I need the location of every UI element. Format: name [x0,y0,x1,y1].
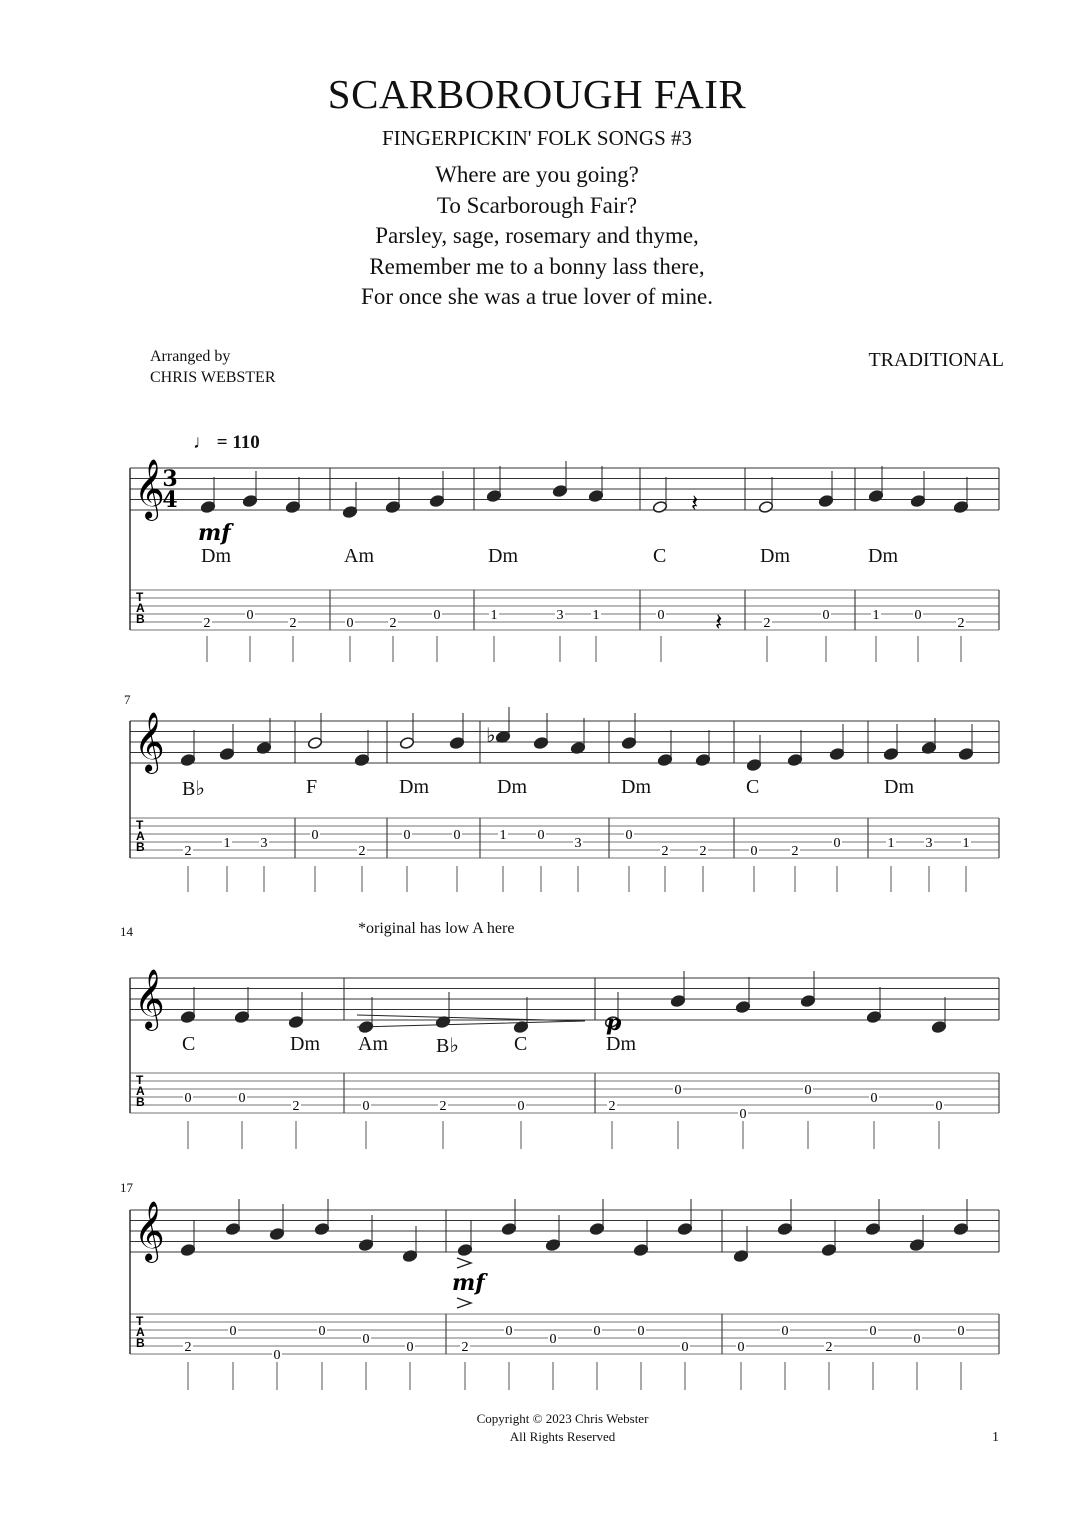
chord-symbol: Dm [488,545,518,567]
tab-fret-number: 2 [203,616,211,631]
note-head [883,747,898,760]
measure-number: 17 [120,1180,133,1195]
note-head [621,736,636,749]
verse-line: To Scarborough Fair? [436,192,638,218]
note-head [314,1222,329,1235]
tab-fret-number: 0 [433,608,441,623]
chord-symbol: F [306,776,318,798]
note-head [800,994,815,1007]
tab-clef-letter: A [136,829,145,843]
note-head [588,489,603,502]
dynamic-marking: mf [452,1270,485,1296]
tab-fret-number: 0 [184,1091,192,1106]
tab-fret-number: 0 [822,608,830,623]
note-head [533,736,548,749]
tab-fret-number: 2 [358,844,366,859]
tab-clef-letter: T [136,1073,144,1087]
note-head [787,753,802,766]
chord-symbol: Dm [621,776,651,798]
accent-mark [457,1258,471,1268]
chord-symbol: Dm [884,776,914,798]
chord-symbol: B♭ [182,778,205,800]
tab-fret-number: 3 [260,836,268,851]
tab-clef-letter: B [136,1095,145,1109]
song-subtitle: FINGERPICKIN' FOLK SONGS #3 [381,126,693,150]
tab-fret-number: 0 [593,1324,601,1339]
tab-fret-number: 3 [925,836,933,851]
tab-clef-letter: B [136,1336,145,1350]
tab-fret-number: 0 [625,828,633,843]
note-head [652,500,667,513]
note-head [866,1010,881,1023]
score-annotation: *original has low A here [358,920,515,937]
tab-fret-number: 0 [657,608,665,623]
tab-fret-number: 0 [739,1107,747,1122]
chord-symbol: C [182,1033,196,1055]
tab-clef-letter: B [136,840,145,854]
tab-fret-number: 0 [549,1332,557,1347]
note-head [288,1015,303,1028]
note-head [777,1222,792,1235]
tab-fret-number: 0 [804,1083,812,1098]
tab-fret-number: 2 [825,1340,833,1355]
tab-fret-number: 3 [574,836,582,851]
tab-fret-number: 0 [517,1099,525,1114]
page-number: 1 [992,1430,999,1445]
treble-clef-icon: 𝄞 [134,459,165,519]
note-head [931,1020,946,1033]
tab-fret-number: 2 [289,616,297,631]
note-head [552,484,567,497]
note-head [501,1222,516,1235]
note-head [953,500,968,513]
tab-fret-number: 0 [246,608,254,623]
note-head [868,489,883,502]
tab-fret-number: 1 [872,608,880,623]
note-head [758,500,773,513]
note-head [180,753,195,766]
accent-mark [457,1298,471,1308]
tab-fret-number: 0 [453,828,461,843]
note-head [180,1243,195,1256]
copyright-line: Copyright © 2023 Chris Webster [476,1411,649,1426]
chord-symbol: C [653,545,667,567]
tab-clef-letter: T [136,818,144,832]
note-head [829,747,844,760]
tab-fret-number: 0 [346,616,354,631]
tab-fret-number: 0 [505,1324,513,1339]
rights-line: All Rights Reserved [509,1429,616,1444]
note-head [545,1238,560,1251]
measure-number: 7 [124,692,131,707]
note-head [225,1222,240,1235]
verse-line: Parsley, sage, rosemary and thyme, [375,223,699,248]
note-head [909,1238,924,1251]
note-head [670,994,685,1007]
treble-clef-icon: 𝄞 [134,969,165,1029]
note-head [242,494,257,507]
time-signature-bottom: 4 [162,487,178,513]
tab-fret-number: 0 [311,828,319,843]
tab-fret-number: 0 [406,1340,414,1355]
decrescendo-hairpin [357,1015,585,1027]
tab-fret-number: 0 [781,1324,789,1339]
song-title: SCARBOROUGH FAIR [327,71,747,117]
dynamic-marking: p [606,1010,622,1036]
note-head [457,1243,472,1256]
note-head [486,489,501,502]
note-head [449,736,464,749]
flat-icon: ♭ [486,723,496,747]
tab-clef-letter: A [136,601,145,615]
tablature [130,590,999,1363]
note-head [633,1243,648,1256]
note-head [285,500,300,513]
tab-fret-number: 2 [957,616,965,631]
tab-fret-number: 0 [681,1340,689,1355]
note-head [358,1238,373,1251]
tab-fret-number: 0 [869,1324,877,1339]
tab-fret-number: 0 [318,1324,326,1339]
measure-number: 14 [120,924,133,939]
tab-fret-number: 1 [592,608,600,623]
tab-fret-number: 1 [223,836,231,851]
tab-fret-number: 0 [537,828,545,843]
note-head [399,736,414,749]
time-signature-top: 3 [162,466,178,492]
staves [130,459,999,1354]
note-head [234,1010,249,1023]
tab-fret-number: 0 [403,828,411,843]
tab-fret-number: 0 [362,1332,370,1347]
note-head [589,1222,604,1235]
chord-symbol: Am [344,545,374,567]
tab-clef-letter: A [136,1325,145,1339]
note-head [818,494,833,507]
note-head [180,1010,195,1023]
note-head [354,753,369,766]
chord-symbol: Dm [606,1033,636,1055]
verse-line: Where are you going? [435,162,639,187]
note-head [746,758,761,771]
chord-symbol: C [514,1033,528,1055]
chord-symbol: Dm [290,1033,320,1055]
tab-fret-number: 0 [833,836,841,851]
tab-fret-number: 2 [389,616,397,631]
chord-symbol: Dm [497,776,527,798]
note-head [677,1222,692,1235]
chord-symbol: C [746,776,760,798]
chord-symbol: Dm [201,545,231,567]
chord-symbol: Dm [760,545,790,567]
tab-fret-number: 0 [273,1348,281,1363]
note-head [958,747,973,760]
note-head [429,494,444,507]
quarter-rest-icon: 𝄽 [691,489,699,517]
tempo-value: = 110 [216,432,260,453]
tab-fret-number: 0 [238,1091,246,1106]
tab-fret-number: 0 [914,608,922,623]
note-head [695,753,710,766]
chord-symbol: Am [358,1033,388,1055]
note-head [342,505,357,518]
tab-clef-letter: T [136,1314,144,1328]
note-head [733,1249,748,1262]
tab-fret-number: 0 [674,1083,682,1098]
tab-clef-letter: T [136,590,144,604]
tab-fret-number: 2 [292,1099,300,1114]
tab-fret-number: 0 [935,1099,943,1114]
composer-credit: TRADITIONAL [868,349,1004,371]
tab-fret-number: 2 [763,616,771,631]
notes [180,461,973,1263]
tab-clef-letter: B [136,612,145,626]
note-head [953,1222,968,1235]
note-head [219,747,234,760]
copyright-notice [0,1410,1074,1446]
tab-fret-number: 0 [229,1324,237,1339]
tab-fret-number: 0 [913,1332,921,1347]
chord-symbol: B♭ [436,1035,459,1057]
note-head [269,1227,284,1240]
tab-fret-number: 0 [637,1324,645,1339]
tab-fret-number: 2 [699,844,707,859]
tab-fret-number: 2 [184,1340,192,1355]
score-marks [357,1015,585,1308]
note-head [200,500,215,513]
verse-line: For once she was a true lover of mine. [361,284,713,309]
chord-symbol: Dm [399,776,429,798]
arranged-by-label: Arranged by [150,348,231,365]
tab-fret-number: 1 [962,836,970,851]
tab-fret-number: 0 [750,844,758,859]
quarter-note-icon: ♩ [193,432,212,453]
tab-fret-number: 1 [499,828,507,843]
arranger-name: CHRIS WEBSTER [150,369,276,386]
dynamic-marking: mf [198,520,231,546]
tab-clef-letter: A [136,1084,145,1098]
note-head [657,753,672,766]
note-head [821,1243,836,1256]
tab-fret-number: 2 [439,1099,447,1114]
note-head [735,1000,750,1013]
treble-clef-icon: 𝄞 [134,1201,165,1261]
tab-fret-number: 1 [490,608,498,623]
tab-fret-number: 2 [661,844,669,859]
note-head [910,494,925,507]
note-head [385,500,400,513]
note-head [865,1222,880,1235]
tab-fret-number: 0 [957,1324,965,1339]
verse-line: Remember me to a bonny lass there, [369,253,705,279]
treble-clef-icon: 𝄞 [134,712,165,772]
tab-fret-number: 2 [461,1340,469,1355]
tab-fret-number: 2 [184,844,192,859]
tab-fret-number: 0 [737,1340,745,1355]
note-head [307,736,322,749]
tab-fret-number: 0 [362,1099,370,1114]
chord-symbol: Dm [868,545,898,567]
tab-fret-number: 2 [791,844,799,859]
tab-fret-number: 1 [887,836,895,851]
quarter-rest-icon: 𝄽 [715,608,723,636]
tab-fret-number: 0 [870,1091,878,1106]
tab-fret-number: 3 [556,608,564,623]
tab-fret-number: 2 [608,1099,616,1114]
note-head [402,1249,417,1262]
